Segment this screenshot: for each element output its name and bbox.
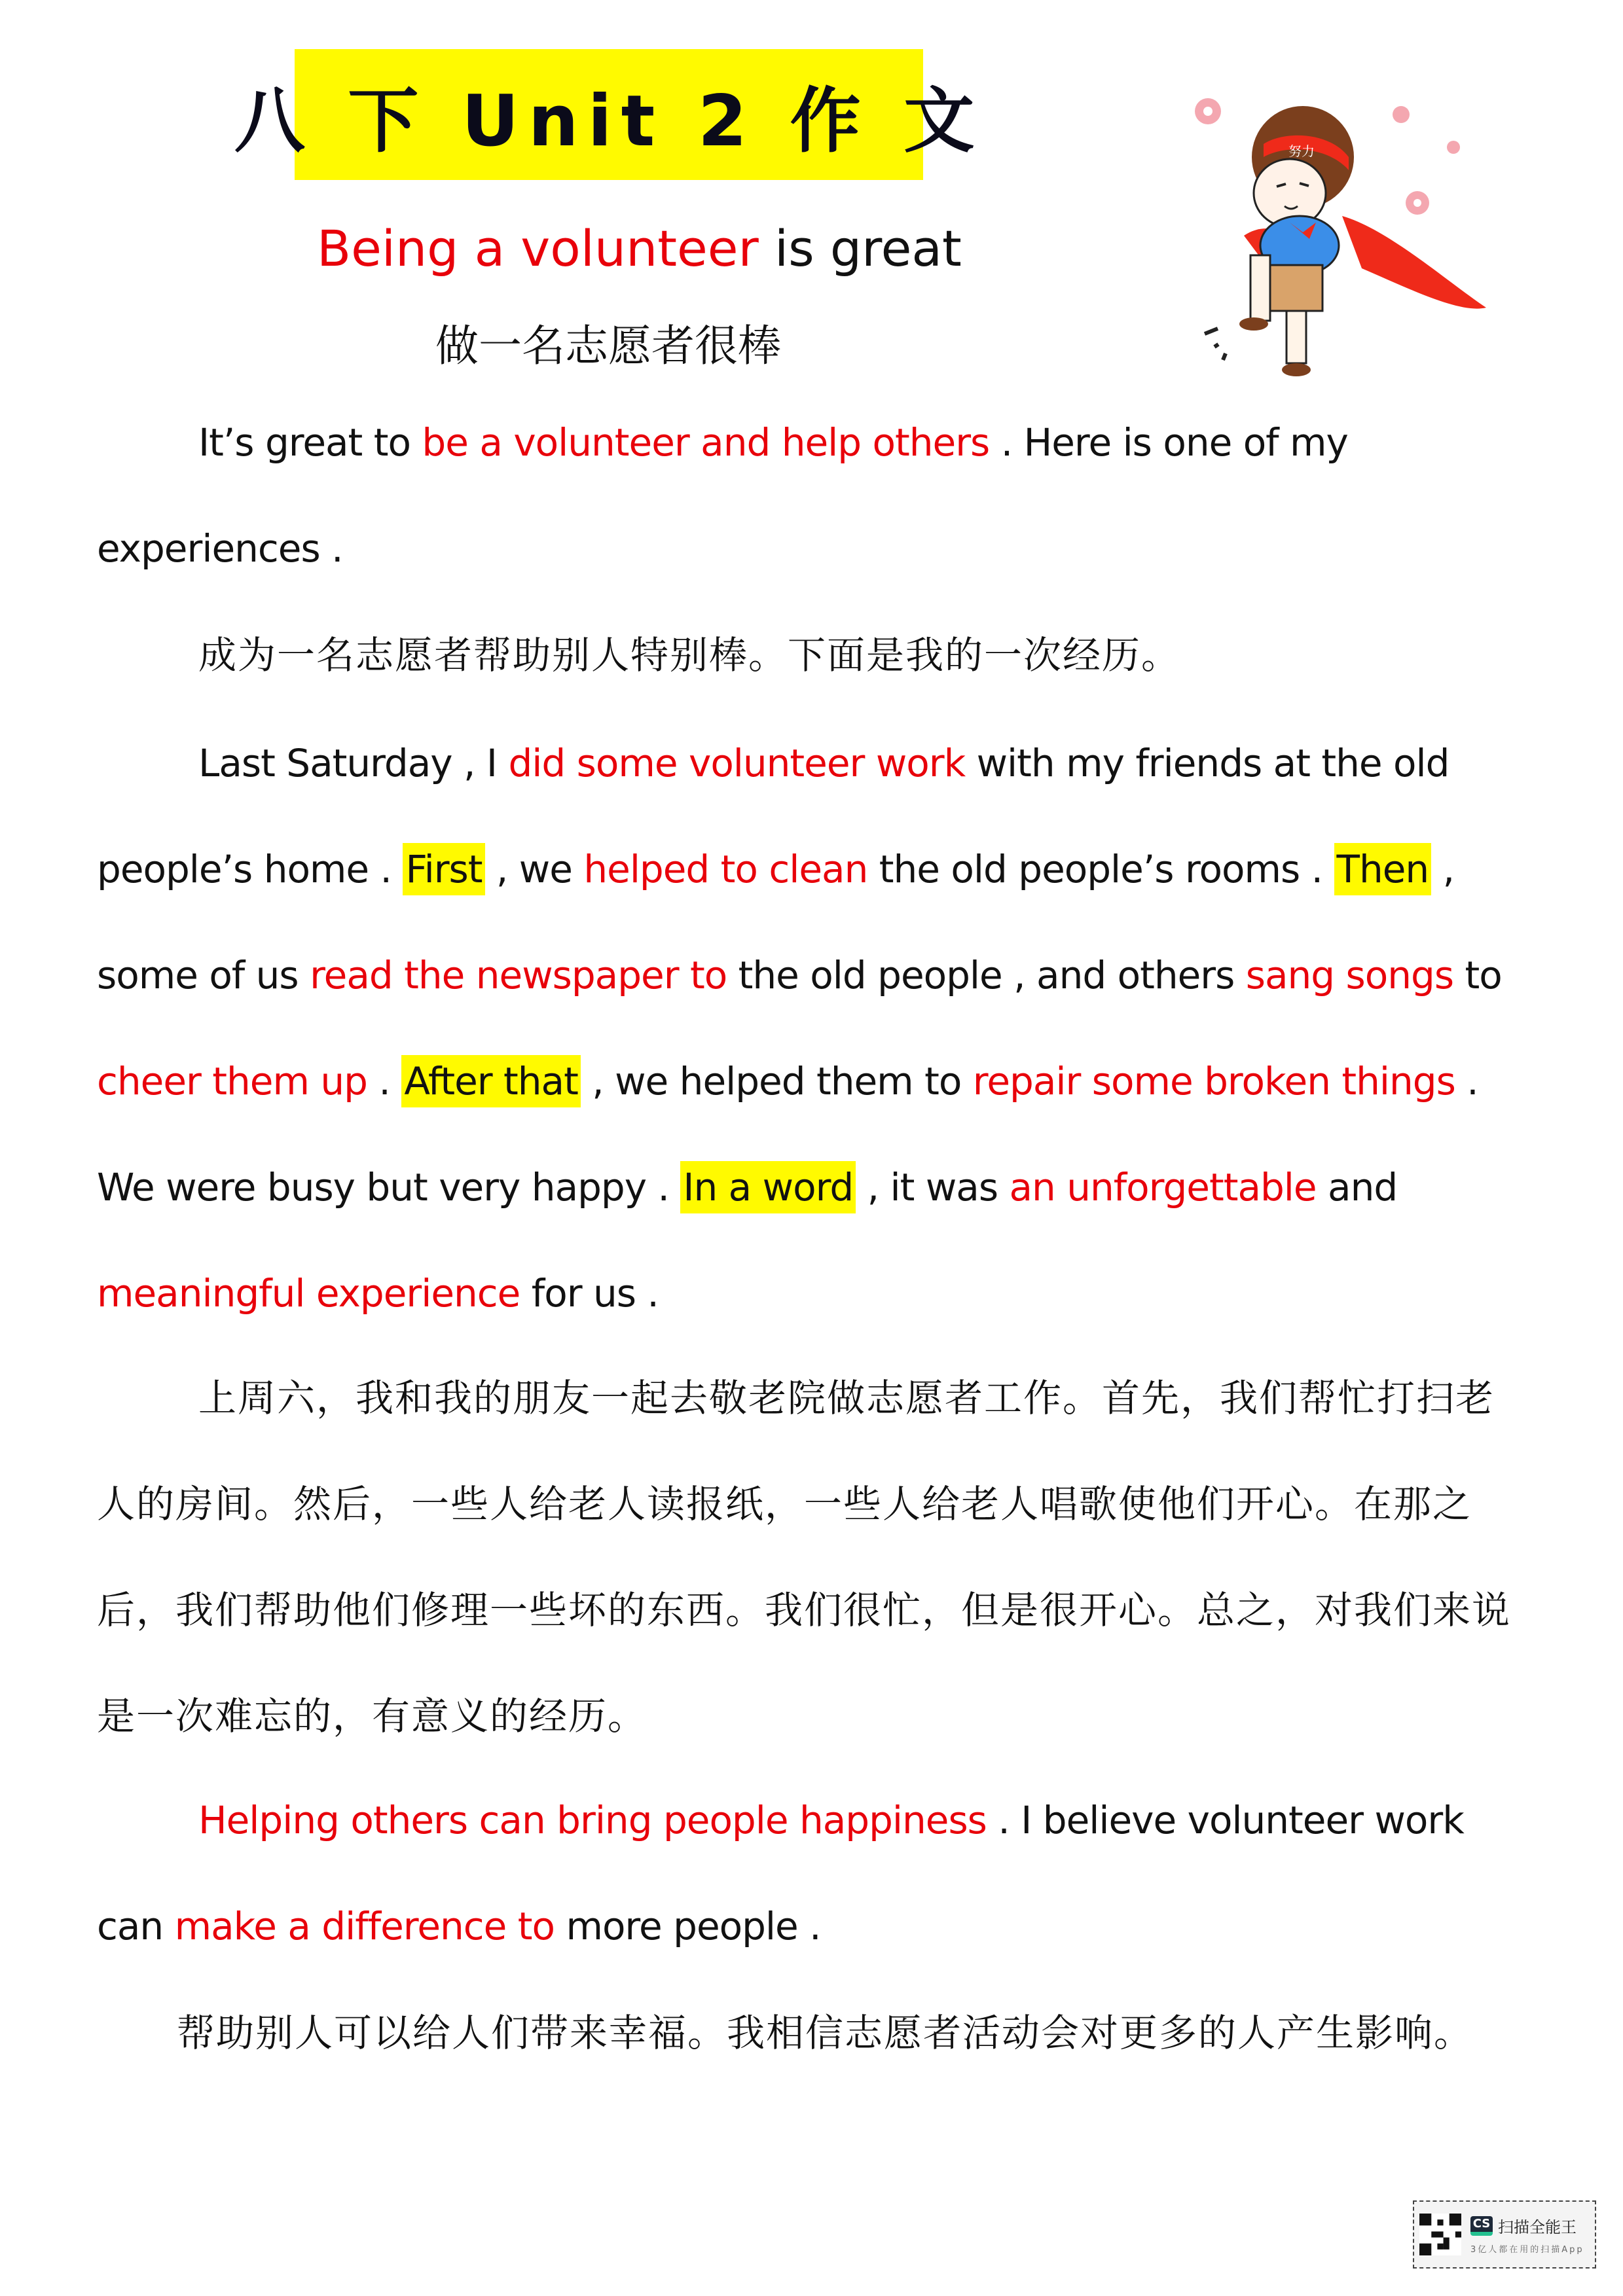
transition-word-highlight: First <box>403 843 484 895</box>
essay-paragraph-1: It’s great to be a volunteer and help others . Here is one of my experiences . <box>97 420 1348 571</box>
essay-title: Being a volunteer is great <box>317 219 962 278</box>
flower-icon <box>1393 106 1460 215</box>
headband-text: 努力 <box>1288 143 1315 159</box>
superhero-girl-illustration <box>1172 72 1545 386</box>
essay-paragraph-3-cn: 帮助别人可以给人们带来幸福。我相信志愿者活动会对更多的人产生影响。 <box>177 2011 1474 2055</box>
app-name: 扫描全能王 <box>1498 2218 1577 2236</box>
title-banner <box>234 49 984 180</box>
qr-code-icon <box>1419 2214 1461 2255</box>
transition-word-highlight: In a word <box>680 1161 856 1213</box>
essay-paragraph-2-cn: 上周六，我和我的朋友一起去敬老院做志愿者工作。首先，我们帮忙打扫老人的房间。然后，一些人给老人读报纸，一些人给老人唱歌使他们开心。在那之后，我们帮助他们修理一些坏的东西。我们很忙，但是很开心。总之，对我们来说是一次难忘的，有意义的经历。 <box>97 1376 1512 1738</box>
essay-paragraph-2: Last Saturday , I did some volunteer work with my friends at the old people’s home . First , we helped to clean the old people’s rooms . Then , some of us read the newspaper to the old people , and others sang songs to cheer them up . After that , we helped them to repair some broken things . We were busy but very happy . In a word , it was an unforgettable and meaningful experience for us . <box>97 741 1502 1316</box>
essay-title-cn: 做一名志愿者很棒 <box>435 321 781 371</box>
app-tagline: 3亿人都在用的扫描App <box>1470 2245 1584 2255</box>
essay-paragraph-1-cn: 成为一名志愿者帮助别人特别棒。下面是我的一次经历。 <box>198 633 1181 677</box>
essay-paragraph-3: Helping others can bring people happiness . I believe volunteer work can make a difference to more people . <box>97 1798 1464 1948</box>
transition-word-highlight: After that <box>401 1055 581 1107</box>
transition-word-highlight: Then <box>1334 843 1432 895</box>
camscanner-watermark <box>1413 2200 1596 2269</box>
page-title: 八 下 Unit 2 作 文 <box>234 80 984 162</box>
camscanner-logo-icon: CS <box>1470 2216 1493 2236</box>
flower-icon <box>1195 98 1221 124</box>
